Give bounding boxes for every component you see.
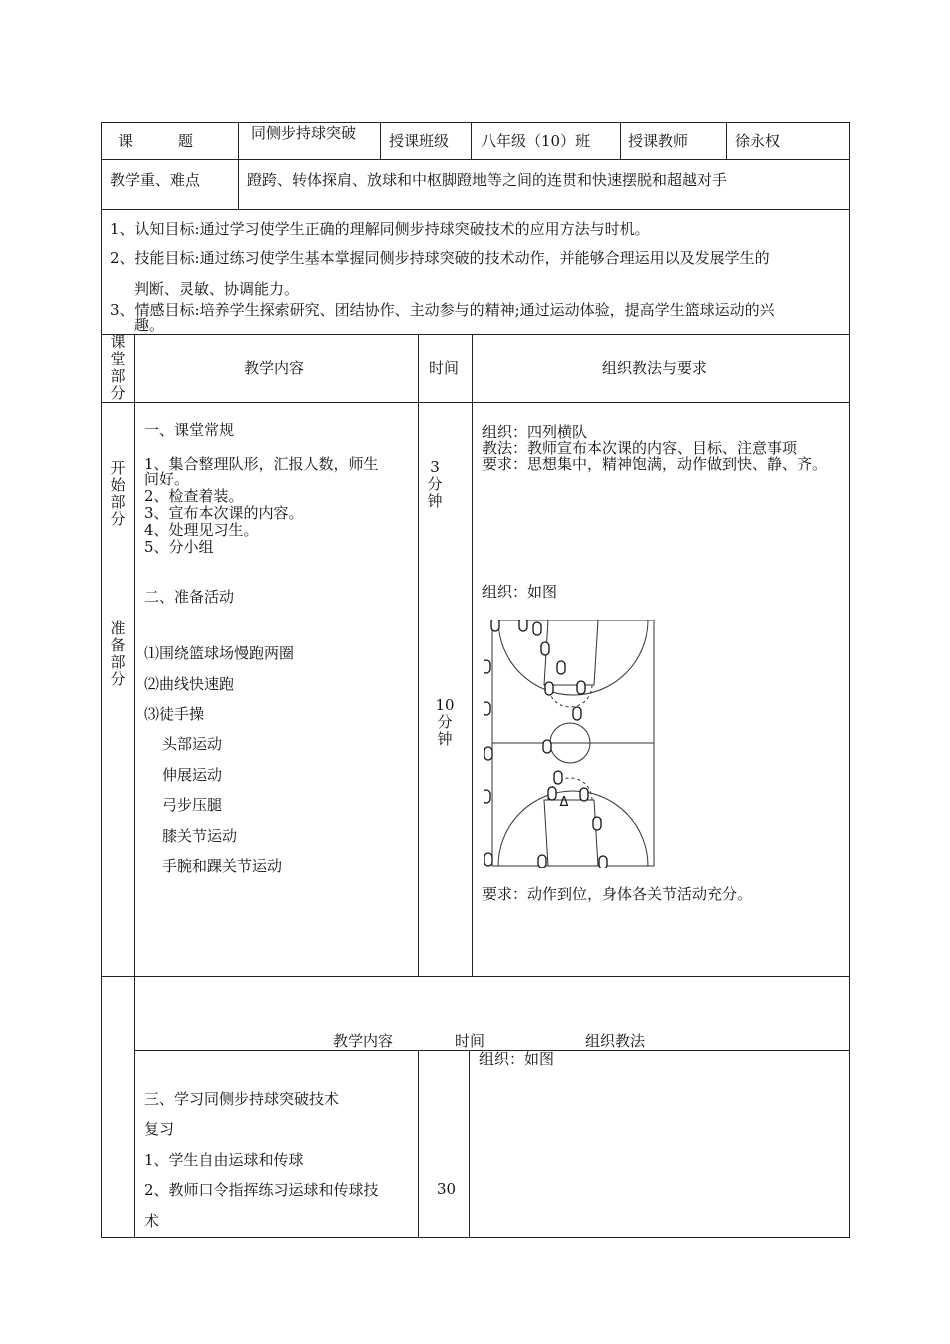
warmup-sub-5: 手腕和踝关节运动 [162,857,283,875]
row-divider [101,402,850,403]
row-divider [101,209,850,210]
objective-affective: 3、情感目标:培养学生探索研究、团结协作、主动参与的精神;通过运动体验，提高学生篮球运动的兴 [110,301,775,319]
time-column-header: 时间 [429,359,460,377]
objective-skill: 2、技能目标:通过练习使学生基本掌握同侧步持球突破的技术动作，并能够合理运用以及发展学生的 [110,249,770,267]
key-points-value: 蹬跨、转体探肩、放球和中枢脚蹬地等之间的连贯和快速摆脱和超越对手 [247,171,728,189]
section2-organization: 组织：如图 [479,1050,555,1068]
class-value: 八年级（10）班 [481,132,591,150]
routine-item-5: 5、分小组 [144,538,214,556]
routine-item-1-cont: 问好。 [144,470,190,488]
teacher-marker: Δ [559,795,569,810]
col-divider [620,122,621,160]
section2-time: 30 [437,1180,457,1198]
method-column-header: 组织教法与要求 [602,359,708,377]
warmup-item-3: ⑶徒手操 [144,705,205,723]
warmup-sub-3: 弓步压腿 [162,796,223,814]
review-item-1: 1、学生自由运球和传球 [144,1151,304,1169]
content-column-header: 教学内容 [244,359,305,377]
table-border-bottom [101,1237,850,1238]
method-teaching: 教法：教师宣布本次课的内容、目标、注意事项 [482,439,798,457]
routine-item-4: 4、处理见习生。 [144,521,259,539]
warmup-item-1: ⑴围绕篮球场慢跑两圈 [144,644,295,662]
method-organization-2: 组织：如图 [482,583,558,601]
row-divider [101,159,850,160]
col-divider [726,122,727,160]
table-border-left [101,122,102,1238]
review-item-2: 2、教师口令指挥练习运球和传球技 [144,1181,379,1199]
row-divider [101,334,850,335]
section2-method-header: 组织教法 [585,1032,646,1050]
col-divider [418,334,419,977]
col-divider [380,122,381,160]
method-organization: 组织：四列横队 [482,423,588,441]
topic-label: 课 题 [118,132,194,150]
objective-cognitive: 1、认知目标:通过学习使学生正确的理解同侧步持球突破技术的应用方法与时机。 [110,220,650,238]
key-points-label: 教学重、难点 [110,171,201,189]
technique-title: 三、学习同侧步持球突破技术 [144,1090,340,1108]
review-item-2-cont: 术 [144,1212,160,1230]
row-divider [101,976,850,977]
routine-item-2: 2、检查着装。 [144,487,244,505]
teacher-label: 授课教师 [628,132,689,150]
section2-content-header: 教学内容 [333,1032,394,1050]
objective-skill-cont: 判断、灵敏、协调能力。 [134,280,300,298]
part-column-header: 课堂部分 [110,333,126,402]
teacher-value: 徐永权 [735,132,781,150]
topic-value: 同侧步持球突破 [251,124,357,142]
warmup-sub-4: 膝关节运动 [162,827,238,845]
time-prep: 10分钟 [435,696,455,748]
col-divider [238,122,239,210]
method-requirement-2: 要求：动作到位，身体各关节活动充分。 [482,885,753,903]
section2-time-header: 时间 [455,1032,486,1050]
part-prep-label: 准备部分 [110,619,126,688]
table-border-top [101,122,850,123]
class-label: 授课班级 [389,132,450,150]
table-border-right [849,122,850,1238]
review-label: 复习 [144,1120,175,1138]
col-divider [134,334,135,1238]
part-start-label: 开始部分 [110,459,126,528]
method-requirement: 要求：思想集中，精神饱满，动作做到快、静、齐。 [482,455,828,473]
col-divider [472,334,473,977]
col-divider [471,122,472,160]
warmup-title: 二、准备活动 [144,588,235,606]
time-start: 3分钟 [427,458,443,510]
basketball-court-diagram [484,620,656,868]
routine-item-3: 3、宣布本次课的内容。 [144,504,304,522]
col-divider [418,1050,419,1238]
col-divider [469,1050,470,1238]
objective-affective-cont: 趣。 [134,316,165,334]
warmup-item-2: ⑵曲线快速跑 [144,675,235,693]
routine-title: 一、课堂常规 [144,421,235,439]
warmup-sub-2: 伸展运动 [162,766,223,784]
routine-item-1: 1、集合整理队形，汇报人数，师生 [144,455,379,473]
warmup-sub-1: 头部运动 [162,735,223,753]
